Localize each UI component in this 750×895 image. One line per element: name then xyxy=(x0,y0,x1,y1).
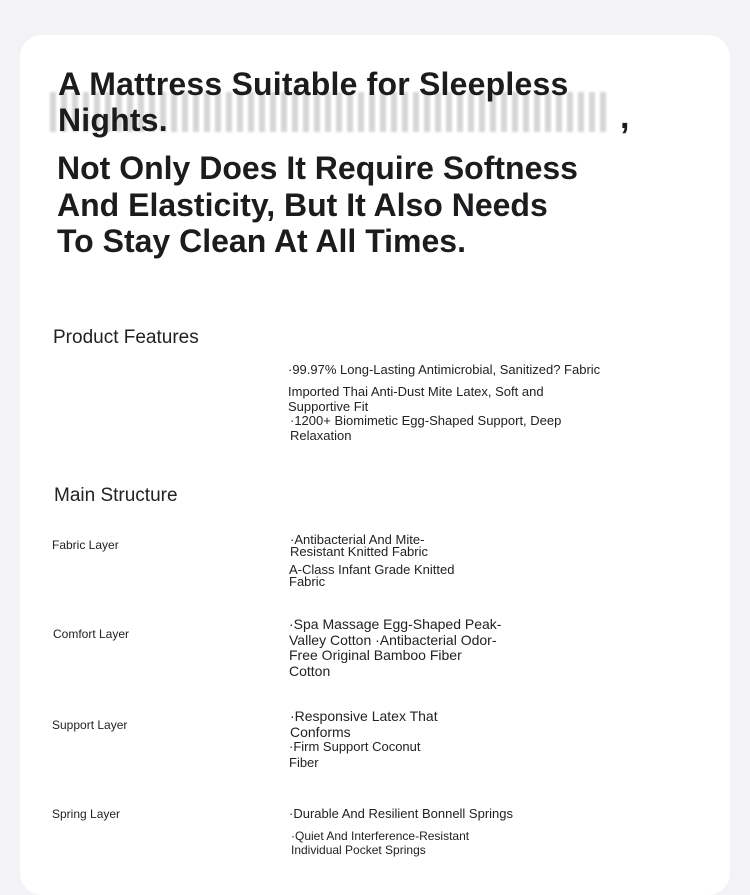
subheadline-line-3: To Stay Clean At All Times. xyxy=(57,223,466,259)
product-features-title: Product Features xyxy=(53,327,199,348)
headline-comma: , xyxy=(620,98,630,136)
layer-label-comfort: Comfort Layer xyxy=(53,627,130,641)
feature-item-1: ·99.97% Long-Lasting Antimicrobial, Sanitized? Fabric xyxy=(288,362,601,377)
subheadline-line-1: Not Only Does It Require Softness xyxy=(57,150,578,186)
page-headline xyxy=(58,66,678,138)
spring-item-2: ·Quiet And Interference-Resistant Individual Pocket Springs xyxy=(291,829,470,857)
headline-line-1: A Mattress Suitable for Sleepless xyxy=(58,66,569,102)
subheadline-line-2: And Elasticity, But It Also Needs xyxy=(57,186,548,223)
spring-item-1: ·Durable And Resilient Bonnell Springs xyxy=(289,806,514,821)
support-item-1: ·Responsive Latex That Conforms xyxy=(290,708,438,740)
layer-label-support: Support Layer xyxy=(52,718,128,732)
layer-label-fabric: Fabric Layer xyxy=(52,538,119,552)
support-item-2: ·Firm Support Coconut Fiber xyxy=(289,739,421,770)
fabric-item-1: ·Antibacterial And Mite-Resistant Knitted Fabric xyxy=(290,532,429,559)
feature-item-3: ·1200+ Biomimetic Egg-Shaped Support, Deep Relaxation xyxy=(290,413,562,443)
comfort-item-1: ·Spa Massage Egg-Shaped Peak-Valley Cotton ·Antibacterial Odor-Free Original Bamboo Fiber Cotton xyxy=(289,616,502,679)
layer-label-spring: Spring Layer xyxy=(52,807,121,821)
feature-item-2: Imported Thai Anti-Dust Mite Latex, Soft and Supportive Fit xyxy=(288,384,544,414)
headline-line-2: Nights. xyxy=(58,102,168,138)
main-structure-title: Main Structure xyxy=(54,485,178,506)
fabric-item-2: A-Class Infant Grade Knitted Fabric xyxy=(289,562,455,589)
page-subheadline xyxy=(57,150,617,260)
